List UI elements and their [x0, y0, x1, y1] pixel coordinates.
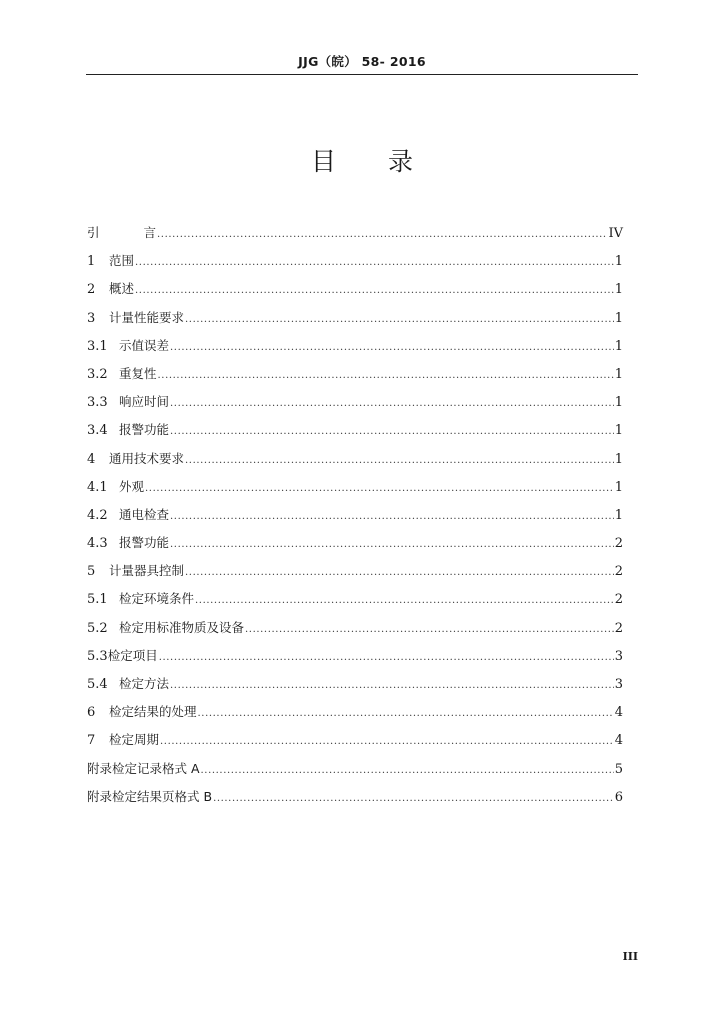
- toc-entry-number: 5.2: [87, 620, 108, 636]
- toc-entry-text: 概述: [109, 281, 135, 297]
- toc-dot-leader: [245, 616, 614, 644]
- toc-entry-text: 附录检定结果页格式 B: [87, 788, 213, 804]
- toc-entry[interactable]: [87, 614, 623, 642]
- toc-entry-page: 6: [614, 789, 623, 805]
- toc-entry[interactable]: [87, 501, 623, 529]
- toc-entry-label: [87, 642, 158, 671]
- toc-entry-number: 4.2: [87, 507, 108, 523]
- toc-entry-number: 5.1: [87, 592, 108, 608]
- toc-entry-number: 7: [87, 733, 96, 749]
- toc-dot-leader: [145, 475, 614, 503]
- toc-dot-leader: [185, 306, 614, 334]
- toc-entry[interactable]: [87, 726, 623, 754]
- toc-entry-text: 检定结果的处理: [109, 704, 197, 720]
- toc-dot-leader: [198, 700, 614, 728]
- toc-entry-number: 5.3: [87, 648, 108, 664]
- toc-entry[interactable]: [87, 416, 623, 444]
- toc-entry-number: 3.1: [87, 338, 108, 354]
- toc-entry-text: 附录检定记录格式 A: [87, 760, 200, 776]
- toc-entry-page: 2: [614, 592, 623, 608]
- toc-entry-number: 3.2: [87, 366, 108, 382]
- toc-entry-label: [87, 445, 184, 474]
- toc-entry-page: 1: [614, 254, 623, 270]
- toc-dot-leader: [160, 728, 614, 756]
- toc-entry-label: [87, 670, 169, 699]
- toc-entry-label: [87, 501, 169, 530]
- toc-entry[interactable]: [87, 445, 623, 473]
- toc-entry-label: [87, 755, 200, 784]
- toc-entry-page: 1: [614, 451, 623, 467]
- toc-dot-leader: [170, 531, 614, 559]
- toc-entry-text: 计量器具控制: [109, 563, 185, 579]
- toc-entry-page: 4: [614, 733, 623, 749]
- toc-entry-number: 4.1: [87, 479, 108, 495]
- toc-entry[interactable]: [87, 783, 623, 811]
- toc-entry[interactable]: [87, 473, 623, 501]
- toc-entry-number: 3.3: [87, 395, 108, 411]
- toc-entry-page: 2: [614, 564, 623, 580]
- toc-entry-label: [87, 416, 169, 445]
- toc-dot-leader: [135, 277, 614, 305]
- toc-entry-text: 计量性能要求: [109, 309, 185, 325]
- toc-dot-leader: [170, 672, 614, 700]
- table-of-contents: [87, 219, 623, 811]
- toc-entry-text: 检定用标准物质及设备: [119, 619, 245, 635]
- toc-entry-number: 4: [87, 451, 96, 467]
- toc-entry[interactable]: [87, 585, 623, 613]
- toc-entry-number: 6: [87, 705, 96, 721]
- toc-entry-page: 3: [614, 677, 623, 692]
- toc-entry[interactable]: [87, 388, 623, 416]
- toc-entry-page: 4: [614, 705, 623, 721]
- document-header: JJG（皖） 58- 2016: [298, 54, 426, 69]
- toc-entry[interactable]: [87, 755, 623, 783]
- toc-entry-number: 4.3: [87, 536, 108, 552]
- toc-entry-text: 检定环境条件: [119, 591, 195, 607]
- toc-entry-page: 1: [614, 282, 623, 298]
- toc-entry-page: 1: [614, 395, 623, 411]
- toc-entry-text: 外观: [119, 478, 145, 494]
- toc-entry-number: 3.4: [87, 423, 108, 439]
- toc-entry-label: [87, 585, 194, 614]
- toc-dot-leader: [170, 334, 614, 362]
- toc-entry[interactable]: [87, 529, 623, 557]
- page-number: III: [622, 950, 638, 963]
- toc-dot-leader: [170, 503, 614, 531]
- toc-entry-page: 1: [614, 338, 623, 354]
- toc-entry-page: 5: [614, 761, 623, 777]
- toc-entry-text: 示值误差: [119, 337, 170, 353]
- toc-entry[interactable]: [87, 219, 623, 247]
- toc-dot-leader: [159, 644, 614, 672]
- toc-entry-label: [87, 698, 197, 727]
- toc-entry-page: IV: [608, 226, 623, 241]
- toc-entry-label: [87, 614, 244, 643]
- toc-entry-label: [87, 783, 212, 812]
- toc-dot-leader: [195, 587, 614, 615]
- toc-entry-label: [87, 557, 184, 586]
- toc-dot-leader: [201, 757, 614, 785]
- toc-entry-text: 范围: [109, 253, 135, 269]
- toc-entry-label: [87, 388, 169, 417]
- toc-entry-page: 3: [614, 648, 623, 664]
- toc-entry-page: 1: [614, 479, 623, 495]
- toc-entry[interactable]: [87, 642, 623, 670]
- toc-dot-leader: [185, 447, 614, 475]
- toc-dot-leader: [185, 559, 614, 587]
- toc-dot-leader: [135, 249, 614, 277]
- toc-entry-number: 5.4: [87, 677, 108, 692]
- toc-entry-text: 报警功能: [119, 422, 170, 438]
- toc-entry-number: 1: [87, 254, 96, 270]
- toc-entry-label: [87, 304, 184, 333]
- toc-entry-number: 5: [87, 564, 96, 580]
- toc-entry-label: [87, 275, 134, 304]
- toc-entry-text: 检定方法: [119, 676, 170, 691]
- toc-entry-number: 3: [87, 310, 96, 326]
- toc-entry-label: [87, 332, 169, 361]
- toc-entry[interactable]: [87, 275, 623, 303]
- toc-entry-page: 1: [614, 423, 623, 439]
- toc-entry[interactable]: [87, 557, 623, 585]
- toc-dot-leader: [158, 362, 614, 390]
- toc-entry-label: [87, 360, 157, 389]
- toc-entry[interactable]: [87, 332, 623, 360]
- toc-entry-number: 2: [87, 282, 96, 298]
- toc-entry-page: 1: [614, 366, 623, 382]
- toc-entry-text: 重复性: [119, 365, 157, 381]
- toc-entry-page: 2: [614, 536, 623, 552]
- toc-entry-text: 检定周期: [109, 732, 160, 748]
- toc-dot-leader: [170, 390, 614, 418]
- toc-entry-label: [87, 529, 169, 558]
- toc-entry-label: [87, 473, 144, 502]
- toc-entry[interactable]: [87, 304, 623, 332]
- toc-dot-leader: [213, 785, 614, 813]
- page-title: 目录: [310, 147, 465, 176]
- toc-dot-leader: [157, 221, 607, 249]
- toc-entry-text: 通用技术要求: [109, 450, 185, 466]
- toc-entry[interactable]: [87, 670, 623, 698]
- toc-entry-page: 1: [614, 310, 623, 326]
- toc-entry-page: 2: [614, 620, 623, 636]
- toc-entry[interactable]: [87, 360, 623, 388]
- toc-entry-text: 检定项目: [107, 647, 158, 663]
- toc-entry-text: 通电检查: [119, 506, 170, 522]
- toc-entry-text: 报警功能: [119, 535, 170, 551]
- toc-dot-leader: [170, 418, 614, 446]
- toc-entry-label: [87, 247, 134, 276]
- toc-entry-label: 引 言: [87, 225, 157, 240]
- toc-entry-page: 1: [614, 507, 623, 523]
- toc-entry[interactable]: [87, 698, 623, 726]
- toc-entry[interactable]: [87, 247, 623, 275]
- header-divider: [86, 74, 638, 75]
- toc-entry-label: [87, 726, 159, 755]
- toc-entry-text: 响应时间: [119, 394, 170, 410]
